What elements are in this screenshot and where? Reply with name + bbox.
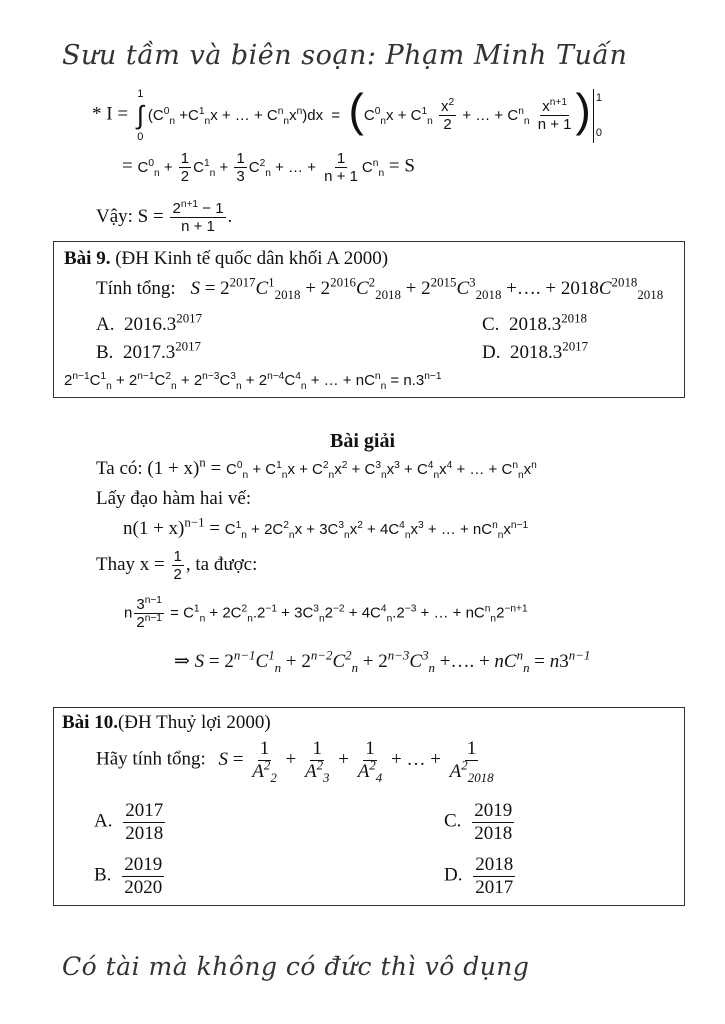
exercise-9-heading: Bài 9. (ĐH Kinh tế quốc dân khối A 2000): [64, 248, 389, 269]
exercise-10-heading: Bài 10.(ĐH Thuỷ lợi 2000): [62, 712, 271, 733]
exercise-9-question: Tính tổng: $S = 2^{2017}C^1_{2018} + 2^{2016}C^2_{2018} + 2^{2015}C^3_{2018}$ +…. + $2018C^{2018}_{2018}$: [96, 274, 664, 302]
exercise-9-formula: S: [190, 278, 200, 299]
integral-line-2: = $C^0_n$ + $\frac{1}{2}$ $C^1_n$ + $\frac{1}{3}$ $C^2_n$ + … + $\frac{1}{n + 1}$ $C^n_n = S$: [122, 150, 415, 186]
exercise-10-question: Hãy tính tổng: S = $\frac{1}{A^2_2}$ + $\frac{1}{A^2_3}$ + $\frac{1}{A^2_4}$ + … + $\frac{1}{A^2_{2018}}$: [96, 738, 498, 783]
solution-line-5: n $\frac{3^{n-1}}{2^{n-1}}$ = $C^1_n + 2C^2_n.2^{-1} + 3C^3_n2^{-2} + 4C^4_n.2^{-3}$ + … + $nC^n_n2^{-n+1}$: [124, 595, 528, 632]
conclusion-line: Vậy: S = $\frac{2^{n+1} - 1}{n + 1}$ .: [96, 199, 233, 236]
derivative-expansion: $C^1_n + 2C^2_nx + 3C^3_nx^2 + 4C^4_nx^3$ + … + $nC^n_nx^{n-1}$: [224, 520, 529, 541]
integral-line: [92, 83, 606, 143]
solution-title: Bài giải: [329, 430, 395, 452]
solution-line-3: $n(1 + x)^{n-1} = C^1_n + 2C^2_nx + 3C^3_nx^2 + 4C^4_nx^3$ + … + $nC^n_nx^{n-1}$: [123, 514, 529, 541]
exercise-9-option-b[interactable]: B. $2017.3^{2017}$: [96, 338, 201, 363]
half-fraction: $\frac{1}{2}$: [173, 548, 182, 584]
exercise-9-option-d[interactable]: D. $2018.3^{2017}$: [482, 338, 589, 363]
conclusion-fraction: $\frac{2^{n+1} - 1}{n + 1}$: [172, 199, 224, 236]
exercise-10-option-c[interactable]: C. $\frac{2019}{2018}$: [444, 800, 513, 844]
exercise-9-option-c[interactable]: C. $2018.3^{2018}$: [482, 310, 587, 335]
integral-expression: 1 ∫ 0 ($C^0_n +C^1_nx$ + … + $C^n_nx^n)dx = (C^0_nx + C^1_n$ $\frac{x^2}{2}$ + … + $C^n_n$ $\frac{x^{n+1}}{n + 1}$ ) 1 0: [136, 83, 602, 143]
solution-result: ⇒ $S = 2^{n-1}C^1_n + 2^{n-2}C^2_n + 2^{n-3}C^3_n$ +…. + $nC^n_n = n3^{n-1}$: [174, 647, 591, 675]
solution-line-4: Thay x = $\frac{1}{2}$ , ta được:: [96, 548, 258, 584]
integral-star: * I =: [92, 103, 129, 125]
binomial-expansion: $C^0_n + C^1_nx + C^2_nx^2 + C^3_nx^3 + C^4_nx^4$ + … + $C^n_nx^n$: [225, 460, 537, 481]
exercise-10-option-a[interactable]: A. $\frac{2017}{2018}$: [94, 800, 164, 844]
page-header: Sưu tầm và biên soạn: Phạm Minh Tuấn: [62, 40, 628, 71]
solution-line-2: Lấy đạo hàm hai vế:: [96, 488, 252, 509]
exercise-10-option-b[interactable]: B. $\frac{2019}{2020}$: [94, 854, 163, 898]
page-footer: Có tài mà không có đức thì vô dụng: [62, 952, 530, 981]
exercise-10-formula: S = $\frac{1}{A^2_2}$ + $\frac{1}{A^2_3}$ + $\frac{1}{A^2_4}$ + … + $\frac{1}{A^2_{2018}}$: [218, 738, 494, 785]
sum-expression: $C^0_n$ + $\frac{1}{2}$ $C^1_n$ + $\frac{1}{3}$ $C^2_n$ + … + $\frac{1}{n + 1}$ $C^n_n$: [137, 150, 385, 186]
exercise-9-option-a[interactable]: A. $2016.3^{2017}$: [96, 310, 203, 335]
solution-line-1: Ta có: $(1 + x)^n = C^0_n + C^1_nx + C^2_nx^2 + C^3_nx^3 + C^4_nx^4$ + … + $C^n_nx^n$: [96, 454, 537, 481]
exercise-10-option-d[interactable]: D. $\frac{2018}{2017}$: [444, 854, 514, 898]
exercise-9-general-identity: $2^{n-1}C^1_n + 2^{n-1}C^2_n + 2^{n-3}C^3_n + 2^{n-4}C^4_n$ + … + $nC^n_n = n.3^{n-1}$: [64, 371, 442, 392]
